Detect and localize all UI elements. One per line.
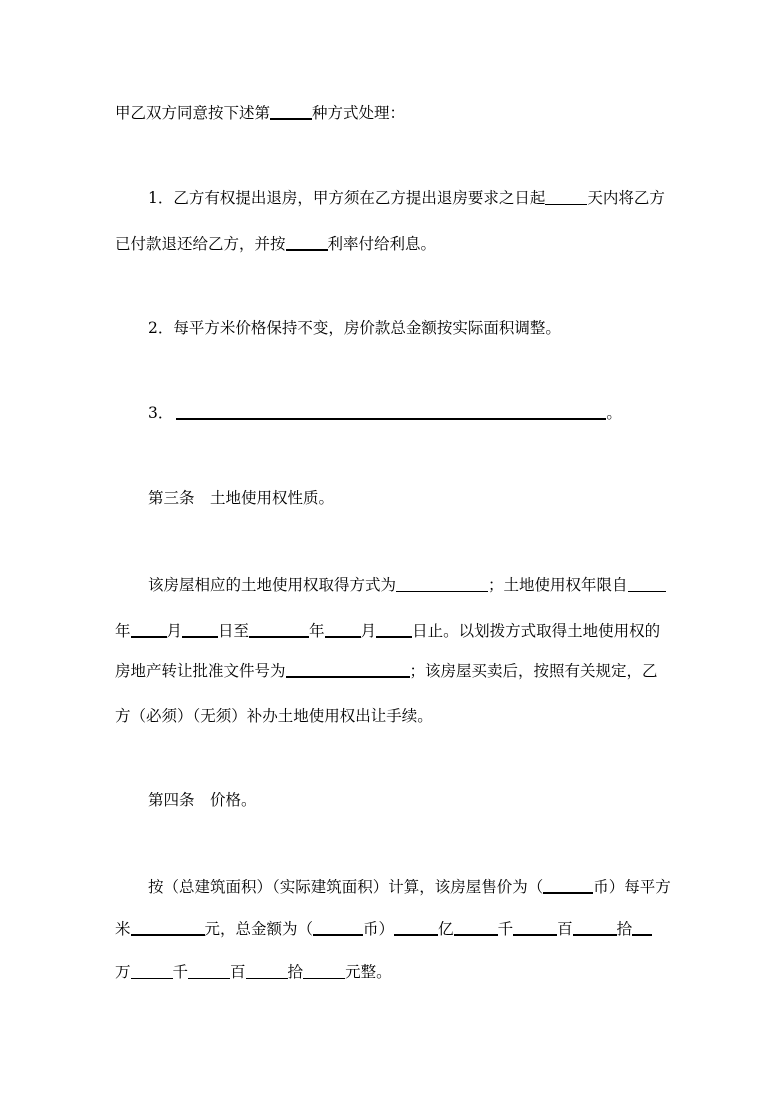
article-4-text-3e: 元整。 [345, 963, 392, 981]
article-4-line-1 [148, 877, 671, 897]
option-2-line [148, 318, 561, 338]
blank-end-day [376, 621, 412, 638]
article-4-text-2e: 千 [497, 920, 514, 938]
blank-start-year [628, 576, 666, 592]
article-3-line-4 [115, 706, 433, 726]
article-3-line-3 [115, 661, 658, 681]
article-4-text-2d: 亿 [438, 920, 454, 938]
article-4-text-3b: 千 [172, 963, 189, 981]
article-4-line-3 [115, 962, 392, 982]
blank-start-month [131, 621, 167, 638]
article-3-text-3a: 房地产转让批准文件号为 [115, 662, 286, 680]
blank-shi [573, 919, 617, 936]
article-3-text-2f: 日止。以划拨方式取得土地使用权的 [412, 622, 661, 640]
article-3-text-3b: ；该房屋买卖后，按照有关规定，乙 [409, 662, 658, 680]
blank-land-acquisition-method [396, 576, 488, 592]
article-3-title [148, 488, 334, 508]
blank-approval-document-number [286, 661, 410, 678]
blank-refund-days [545, 189, 587, 205]
article-3-text-2c: 日至 [218, 622, 250, 640]
article-4-text-2f: 百 [557, 920, 573, 938]
article-4-text-3c: 百 [230, 963, 246, 981]
option-1-text-end: 天内将乙方 [587, 189, 665, 207]
article-3-text-4: 方（必须）（无须）补办土地使用权出让手续。 [115, 707, 433, 725]
blank-bai [513, 919, 557, 936]
blank-method-number [270, 103, 312, 120]
blank-qian [454, 919, 498, 936]
blank-unit-price [131, 919, 205, 936]
blank-wan [131, 963, 173, 979]
article-4-text-2g: 拾 [616, 920, 633, 938]
article-3-text-2e: 月 [360, 622, 377, 640]
blank-shi-2 [303, 963, 345, 979]
article-4-line-2 [115, 919, 652, 939]
blank-option-3 [176, 403, 606, 420]
blank-interest-rate [286, 234, 328, 251]
article-4-text-1a: 按（总建筑面积）（实际建筑面积）计算，该房屋售价为（ [148, 878, 544, 896]
blank-total-currency [313, 919, 363, 936]
article-3-text-1a: 该房屋相应的土地使用权取得方式为 [148, 576, 397, 594]
option-3-line [148, 403, 622, 423]
article-4-text-2b: 元，总金额为（ [204, 920, 314, 938]
option-1-text-2: 已付款退还给乙方，并按 [115, 235, 286, 253]
article-3-title-text: 第三条 土地使用权性质。 [148, 489, 335, 507]
option-1-text-3: 利率付给利息。 [327, 235, 437, 253]
blank-bai-2 [246, 963, 288, 979]
article-3-text-2b: 月 [166, 622, 183, 640]
option-1-text: 1．乙方有权提出退房，甲方须在乙方提出退房要求之日起 [148, 189, 546, 207]
article-4-text-3a: 万 [115, 963, 131, 981]
blank-yi [394, 919, 438, 936]
article-3-line-2 [115, 621, 660, 641]
blank-start-day [182, 621, 218, 638]
article-3-line-1 [148, 575, 666, 595]
article-4-text-2a: 米 [115, 920, 131, 938]
blank-shi-end [632, 919, 652, 936]
blank-qian-2 [188, 963, 230, 979]
option-2-text: 2．每平方米价格保持不变，房价款总金额按实际面积调整。 [148, 319, 561, 337]
article-3-text-1b: ；土地使用权年限自 [488, 576, 628, 594]
article-3-text-2d: 年 [309, 622, 325, 640]
blank-price-currency [543, 877, 593, 894]
blank-end-year [249, 621, 309, 638]
blank-end-month [325, 621, 361, 638]
option-3-number: 3． [148, 404, 174, 422]
article-4-text-3d: 拾 [287, 963, 304, 981]
option-3-end: 。 [606, 404, 622, 422]
article-4-text-1b: 币）每平方 [593, 878, 671, 896]
article-4-text-2c: 币） [363, 920, 395, 938]
article-3-text-2a: 年 [115, 622, 131, 640]
intro-line [115, 103, 405, 123]
intro-text-end: 种方式处理： [312, 104, 406, 122]
option-1-line-2 [115, 234, 436, 254]
article-4-title [148, 790, 257, 810]
option-1-line-1 [148, 188, 665, 208]
intro-text: 甲乙双方同意按下述第 [115, 104, 271, 122]
article-4-title-text: 第四条 价格。 [148, 791, 257, 809]
